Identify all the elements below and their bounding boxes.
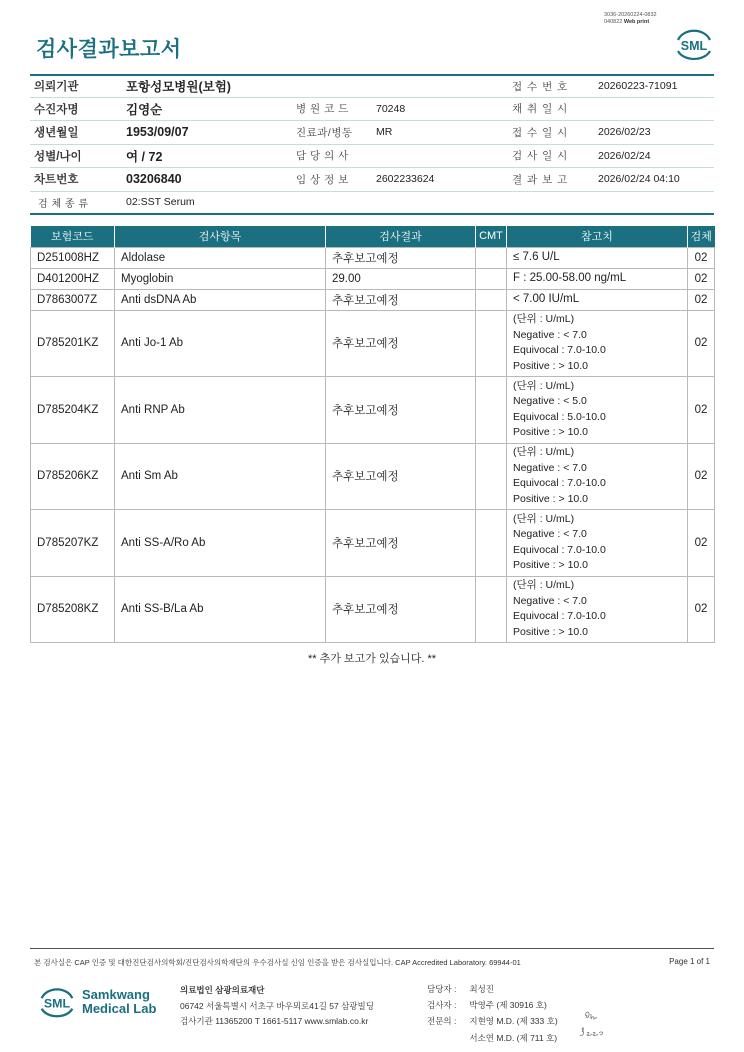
row-code: D401200HZ	[31, 268, 115, 289]
row-specimen: 02	[688, 247, 715, 268]
staff-row	[427, 997, 558, 1013]
row-code: D785207KZ	[31, 510, 115, 577]
reference-unit: (단위 : U/mL)	[513, 446, 575, 459]
table-row	[31, 510, 715, 577]
row-code: D785208KZ	[31, 576, 115, 643]
chart-no-label: 차트번호	[34, 174, 79, 187]
doctor-label: 담 당 의 사	[296, 150, 349, 163]
specimen-label: 검 체 종 류	[38, 198, 89, 210]
reference-negative: Negative : < 7.0	[513, 328, 587, 341]
row-result: 추후보고예정	[326, 289, 476, 310]
page-title: 검사결과보고서	[36, 38, 182, 61]
reference-equivocal: Equivocal : 5.0-10.0	[513, 410, 606, 423]
clinical-label: 임 상 정 보	[296, 173, 349, 186]
print-code	[604, 12, 657, 25]
dept-value: MR	[376, 126, 393, 139]
row-code: D7863007Z	[31, 289, 115, 310]
info-row-patient	[30, 98, 714, 122]
print-code-line1: 3036-20260224-0832	[604, 12, 657, 18]
info-row-birth	[30, 121, 714, 145]
row-reference: ≤ 7.6 U/L	[507, 247, 688, 268]
brand-name	[82, 988, 156, 1016]
collect-date-label: 채 취 일 시	[512, 103, 569, 116]
row-item: Anti RNP Ab	[115, 377, 326, 444]
receipt-no-value: 20260223-71091	[598, 80, 678, 93]
staff-label: 담당자 :	[427, 984, 457, 994]
brand-name-line2: Medical Lab	[82, 1001, 157, 1016]
reference-positive: Positive : > 10.0	[513, 359, 589, 372]
table-row	[31, 247, 715, 268]
additional-report-notice: ** 추가 보고가 있습니다. **	[307, 653, 437, 665]
row-specimen: 02	[688, 510, 715, 577]
info-row-chart	[30, 168, 714, 192]
header-result: 검사결과	[326, 226, 476, 247]
row-code: D251008HZ	[31, 247, 115, 268]
sml-logo-icon	[672, 24, 716, 64]
row-result: 추후보고예정	[326, 247, 476, 268]
test-date-label: 검 사 일 시	[512, 150, 569, 163]
reference-positive: Positive : > 10.0	[513, 559, 589, 572]
sex-age-label: 성별/나이	[34, 150, 82, 163]
header-cmt: CMT	[476, 226, 507, 247]
row-cmt	[476, 576, 507, 643]
print-code-line2	[604, 19, 657, 26]
row-specimen: 02	[688, 268, 715, 289]
reference-positive: Positive : > 10.0	[513, 625, 589, 638]
clinical-value: 2602233624	[376, 173, 435, 186]
reference-equivocal: Equivocal : 7.0-10.0	[513, 543, 606, 556]
test-date-value: 2026/02/24	[598, 149, 651, 162]
row-cmt	[476, 443, 507, 510]
brand-name-line1: Samkwang	[82, 987, 150, 1002]
sex-age-value: 여 / 72	[126, 149, 163, 164]
reference-unit: (단위 : U/mL)	[513, 512, 575, 525]
results-header-row	[31, 226, 715, 247]
table-row	[31, 443, 715, 510]
row-item: Anti dsDNA Ab	[115, 289, 326, 310]
row-result: 추후보고예정	[326, 576, 476, 643]
report-date-label: 결 과 보 고	[512, 173, 569, 186]
reference-positive: Positive : > 10.0	[513, 426, 589, 439]
row-code: D785201KZ	[31, 310, 115, 377]
org-address: 06742 서울특별시 서초구 바우뫼로41길 57 삼광빌딩	[180, 1000, 374, 1011]
receipt-date-label: 접 수 일 시	[512, 126, 569, 139]
row-item: Aldolase	[115, 247, 326, 268]
accreditation-text: 본 검사실은 CAP 인증 및 대한진단검사의학회/진단검사의학재단의 우수검사실 신임 인증을 받은 검사실입니다. CAP Accredited Laboratory. 69944-01	[34, 958, 521, 967]
print-code-number: 040822	[604, 18, 623, 25]
org-contact: 검사기관 11365200 T 1661-5117 www.smlab.co.kr	[180, 1016, 369, 1026]
institution-label: 의뢰기관	[34, 81, 79, 94]
row-cmt	[476, 289, 507, 310]
row-code: D785206KZ	[31, 443, 115, 510]
reference-unit: (단위 : U/mL)	[513, 313, 575, 326]
row-item: Anti Sm Ab	[115, 443, 326, 510]
staff-info	[427, 981, 558, 1046]
staff-row	[427, 981, 558, 997]
header-specimen: 검체	[688, 226, 715, 247]
reference-negative: Negative : < 7.0	[513, 461, 587, 474]
row-reference	[507, 310, 688, 377]
sml-logo-text: SML	[680, 39, 708, 53]
reference-equivocal: Equivocal : 7.0-10.0	[513, 610, 606, 623]
staff-value: 서소연 M.D. (제 711 호)	[469, 1032, 558, 1043]
row-result: 추후보고예정	[326, 310, 476, 377]
signature-icon	[578, 1006, 610, 1042]
receipt-no-label: 접 수 번 호	[512, 80, 569, 93]
row-reference	[507, 510, 688, 577]
hospital-code-value: 70248	[376, 102, 406, 115]
staff-value: 최성진	[469, 984, 495, 994]
staff-label: 검사자 :	[427, 1000, 457, 1011]
table-row	[31, 289, 715, 310]
birth-label: 생년월일	[34, 127, 79, 140]
patient-info-grid	[30, 74, 714, 215]
row-cmt	[476, 377, 507, 444]
row-reference	[507, 576, 688, 643]
staff-value: 박영주 (제 30916 호)	[469, 1000, 547, 1011]
table-row	[31, 310, 715, 377]
samkwang-logo	[36, 982, 156, 1022]
table-row	[31, 576, 715, 643]
org-name: 의료법인 삼광의료재단	[180, 985, 265, 995]
row-code: D785204KZ	[31, 377, 115, 444]
staff-label: 전문의 :	[427, 1016, 457, 1027]
page-number: Page 1 of 1	[669, 957, 710, 966]
row-result: 29.00	[326, 268, 476, 289]
results-table	[30, 226, 715, 643]
reference-equivocal: Equivocal : 7.0-10.0	[513, 344, 606, 357]
sml-logo-icon	[36, 982, 78, 1022]
patient-value: 김영순	[126, 102, 163, 117]
row-item: Anti SS-A/Ro Ab	[115, 510, 326, 577]
organization-info	[180, 983, 374, 1030]
sml-logo-text: SML	[43, 996, 71, 1011]
row-cmt	[476, 510, 507, 577]
row-result: 추후보고예정	[326, 377, 476, 444]
receipt-date-value: 2026/02/23	[598, 126, 651, 139]
row-reference: F : 25.00-58.00 ng/mL	[507, 268, 688, 289]
row-cmt	[476, 310, 507, 377]
reference-negative: Negative : < 7.0	[513, 528, 587, 541]
row-specimen: 02	[688, 377, 715, 444]
chart-no-value: 03206840	[126, 172, 182, 187]
row-reference: < 7.00 IU/mL	[507, 289, 688, 310]
row-reference	[507, 443, 688, 510]
patient-label: 수진자명	[34, 103, 79, 116]
reference-negative: Negative : < 5.0	[513, 395, 587, 408]
header-reference: 참고치	[507, 226, 688, 247]
row-cmt	[476, 268, 507, 289]
row-specimen: 02	[688, 443, 715, 510]
dept-label: 진료과/병동	[296, 126, 353, 139]
reference-unit: (단위 : U/mL)	[513, 579, 575, 592]
row-specimen: 02	[688, 576, 715, 643]
print-code-label: Web print	[623, 18, 650, 25]
staff-value: 지현영 M.D. (제 333 호)	[469, 1016, 558, 1027]
reference-negative: Negative : < 7.0	[513, 594, 587, 607]
row-result: 추후보고예정	[326, 443, 476, 510]
reference-positive: Positive : > 10.0	[513, 492, 589, 505]
reference-equivocal: Equivocal : 7.0-10.0	[513, 477, 606, 490]
table-row	[31, 268, 715, 289]
birth-value: 1953/09/07	[126, 125, 189, 140]
header-item: 검사항목	[115, 226, 326, 247]
header-code: 보험코드	[31, 226, 115, 247]
row-item: Myoglobin	[115, 268, 326, 289]
institution-value: 포항성모병원(보험)	[126, 80, 231, 95]
info-row-sex-age	[30, 145, 714, 169]
footer-divider	[30, 948, 714, 949]
info-row-institution	[30, 74, 714, 98]
reference-unit: (단위 : U/mL)	[513, 379, 575, 392]
staff-row	[427, 1013, 558, 1029]
row-specimen: 02	[688, 310, 715, 377]
row-cmt	[476, 247, 507, 268]
row-item: Anti Jo-1 Ab	[115, 310, 326, 377]
report-date-value: 2026/02/24 04:10	[598, 173, 680, 186]
staff-row	[427, 1030, 558, 1046]
hospital-code-label: 병 원 코 드	[296, 103, 349, 116]
row-reference	[507, 377, 688, 444]
row-specimen: 02	[688, 289, 715, 310]
row-item: Anti SS-B/La Ab	[115, 576, 326, 643]
specimen-value: 02:SST Serum	[126, 196, 195, 209]
row-result: 추후보고예정	[326, 510, 476, 577]
info-row-specimen	[30, 192, 714, 216]
table-row	[31, 377, 715, 444]
